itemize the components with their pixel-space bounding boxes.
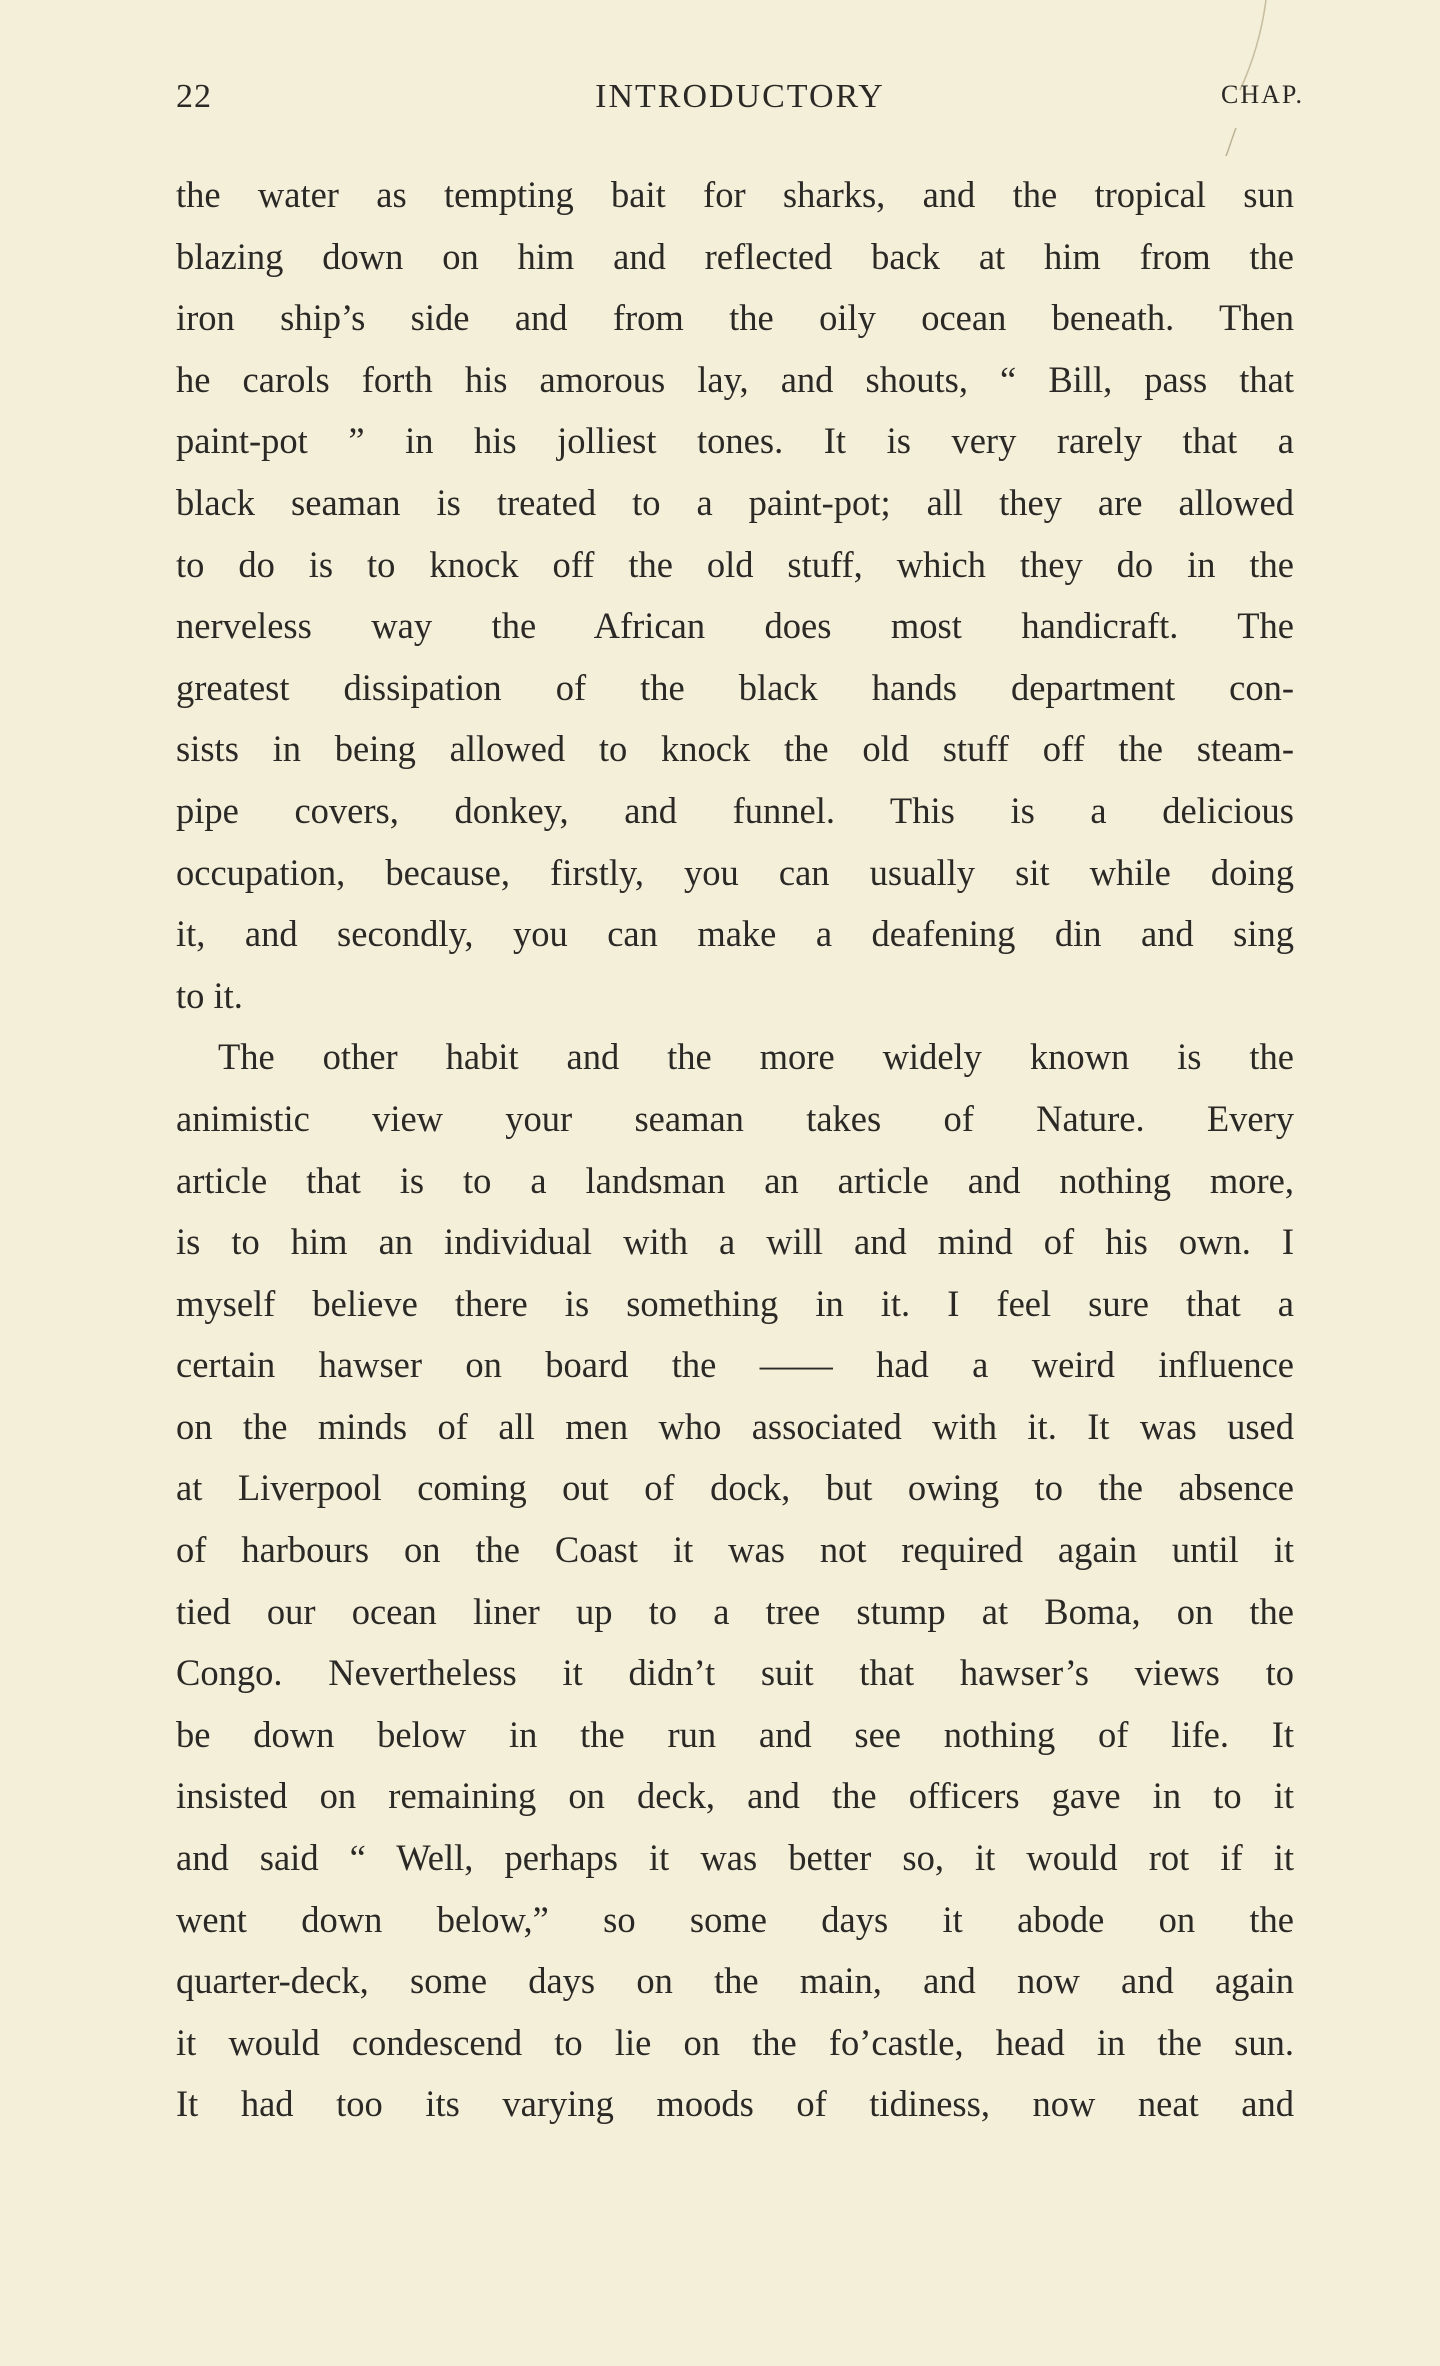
body-text: [176, 164, 1294, 2135]
text-line: it would condescend to lie on the fo’castle, head in the sun.: [176, 2021, 1294, 2063]
text-line: certain hawser on board the —— had a weird influence: [176, 1344, 1294, 1386]
text-line: iron ship’s side and from the oily ocean beneath. Then: [176, 297, 1294, 339]
text-line: the water as tempting bait for sharks, and the tropical sun: [176, 174, 1294, 215]
chapter-label: CHAP.: [1221, 80, 1304, 109]
text-line: it, and secondly, you can make a deafening din and sing: [176, 913, 1294, 955]
text-line: The other habit and the more widely known is the: [218, 1036, 1294, 1078]
text-line: sists in being allowed to knock the old stuff off the steam-: [176, 728, 1294, 770]
text-line: blazing down on him and reflected back at him from the: [176, 235, 1294, 277]
text-line: on the minds of all men who associated with it. It was used: [176, 1405, 1294, 1447]
text-line: tied our ocean liner up to a tree stump at Boma, on the: [176, 1590, 1294, 1632]
text-line: at Liverpool coming out of dock, but owing to the absence: [176, 1467, 1294, 1509]
text-line: he carols forth his amorous lay, and shouts, “ Bill, pass that: [176, 358, 1294, 400]
text-line: pipe covers, donkey, and funnel. This is a delicious: [176, 789, 1294, 831]
text-line: quarter-deck, some days on the main, and now and again: [176, 1960, 1294, 2002]
text-line: animistic view your seaman takes of Nature. Every: [176, 1097, 1294, 1139]
text-line: myself believe there is something in it. I feel sure that a: [176, 1282, 1294, 1324]
running-title: INTRODUCTORY: [595, 78, 885, 115]
text-line: occupation, because, firstly, you can usually sit while doing: [176, 851, 1294, 893]
text-line: of harbours on the Coast it was not required again until it: [176, 1529, 1294, 1571]
text-line: paint-pot ” in his jolliest tones. It is very rarely that a: [176, 420, 1294, 462]
page-number: 22: [176, 78, 212, 115]
text-line: is to him an individual with a will and mind of his own. I: [176, 1221, 1294, 1263]
text-line: to do is to knock off the old stuff, which they do in the: [176, 543, 1294, 585]
text-line: It had too its varying moods of tidiness, now neat and: [176, 2083, 1294, 2125]
text-line: insisted on remaining on deck, and the officers gave in to it: [176, 1775, 1294, 1817]
running-head: [176, 78, 1304, 128]
text-line: nerveless way the African does most handicraft. The: [176, 605, 1294, 647]
text-line: went down below,” so some days it abode on the: [176, 1898, 1294, 1940]
text-line: and said “ Well, perhaps it was better so, it would rot if it: [176, 1837, 1294, 1879]
text-line: black seaman is treated to a paint-pot; all they are allowed: [176, 481, 1294, 523]
text-line: be down below in the run and see nothing of life. It: [176, 1713, 1294, 1755]
text-line: to it.: [176, 974, 243, 1016]
text-line: Congo. Nevertheless it didn’t suit that hawser’s views to: [176, 1652, 1294, 1694]
text-line: article that is to a landsman an article and nothing more,: [176, 1159, 1294, 1201]
text-line: greatest dissipation of the black hands department con-: [176, 666, 1294, 708]
